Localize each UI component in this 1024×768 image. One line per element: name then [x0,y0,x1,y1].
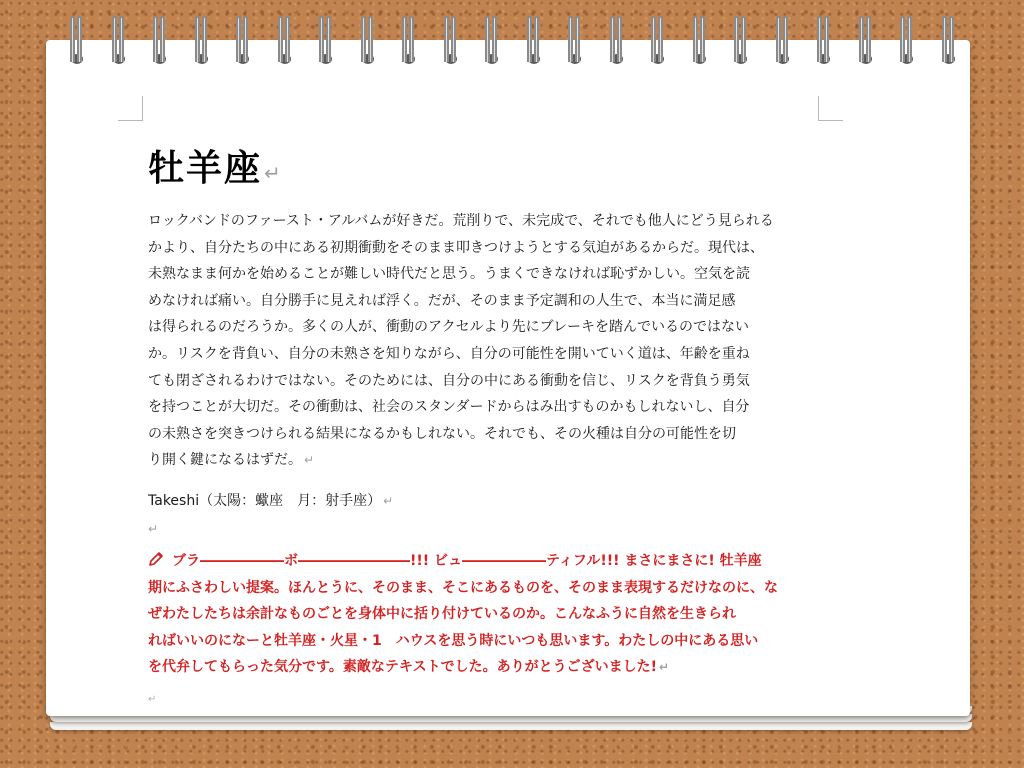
binding-ring [610,14,624,70]
title-text: 牡羊座 [148,148,263,189]
binding-ring [70,14,84,70]
binding-ring [112,14,126,70]
binding-ring [278,14,292,70]
binding-ring [651,14,665,70]
comment-block [148,548,848,681]
binding-ring [527,14,541,70]
byline-text: Takeshi（太陽：蠍座 月：射手座） [148,493,382,509]
binding-ring [444,14,458,70]
body-line: めなければ痛い。自分勝手に見えれば浮く。だが、そのまま予定調和の人生で、本当に満足感 [148,292,736,309]
comment-line: ぜわたしたちは余計なものごとを身体中に括り付けているのか。こんなふうに自然を生きられ [148,606,736,623]
binding-ring [568,14,582,70]
paragraph-mark: ↵ [304,453,315,468]
paragraph-mark: ↵ [658,660,670,675]
comment-line [148,654,848,681]
paragraph-mark: ↵ [383,494,394,508]
body-line: かより、自分たちの中にある初期衝動をそのまま叩きつけようとする気迫があるからだ。現代は、 [148,239,764,256]
body-line: ロックバンドのファースト・アルバムが好きだ。荒削りで、未完成で、それでも他人にどう見られる [148,213,774,229]
body-line: の未熟さを突きつけられる結果になるかもしれない。それでも、その火種は自分の可能性を切 [148,425,736,442]
body-line: ても閉ざされるわけではない。そのためには、自分の中にある衝動を信じ、リスクを背負う勇気 [148,372,750,389]
binding-ring [236,14,250,70]
margin-corner-right [818,96,843,121]
paragraph-mark: ↵ [264,161,283,185]
binding-ring [319,14,333,70]
body-line-text: り開く鍵になるはずだ。 [148,452,302,469]
comment-line-text: を代弁してもらった気分です。素敵なテキストでした。ありがとうございました! [148,659,657,676]
paragraph-mark: ↵ [148,522,159,536]
margin-corner-left [118,96,143,121]
binding-ring [153,14,167,70]
body-line: か。リスクを背負い、自分の未熟さを知りながら、自分の可能性を開いていく道は、年齢を重ね [148,345,750,362]
binding-ring [734,14,748,70]
page-title [148,140,283,191]
body-line: を持つことが大切だ。その衝動は、社会のスタンダードからはみ出すものかもしれないし、自分 [148,399,750,416]
binding-ring [361,14,375,70]
binding-ring [900,14,914,70]
comment-line: ればいいのになーと牡羊座・火星・1 ハウスを思う時にいつも思います。わたしの中にある思い [148,632,759,649]
body-line [148,447,838,474]
binding-ring [817,14,831,70]
binding-ring [402,14,416,70]
byline [148,490,393,510]
body-line: 未熟なまま何かを始めることが難しい時代だと思う。うまくできなければ恥ずかしい。空気を読 [148,266,750,283]
comment-line [148,548,848,575]
binding-ring [942,14,956,70]
paragraph-mark: ↵ [148,694,157,705]
binding-ring [693,14,707,70]
comment-line-text: ブラ――――――ボ――――――――!!! ビュ――――――ティフル!!! まさにまさに! 牡羊座 [172,553,762,569]
pencil-icon [148,551,164,567]
page-stack-edge [50,722,972,730]
body-paragraph [148,208,838,474]
binding-ring [859,14,873,70]
body-line: は得られるのだろうか。多くの人が、衝動のアクセルより先にブレーキを踏んでいるのではない [148,319,750,336]
spiral-binding [70,14,950,74]
binding-ring [195,14,209,70]
binding-ring [776,14,790,70]
comment-line: 期にふさわしい提案。ほんとうに、そのまま、そこにあるものを、そのまま表現するだけなのに、な [148,579,778,596]
binding-ring [485,14,499,70]
